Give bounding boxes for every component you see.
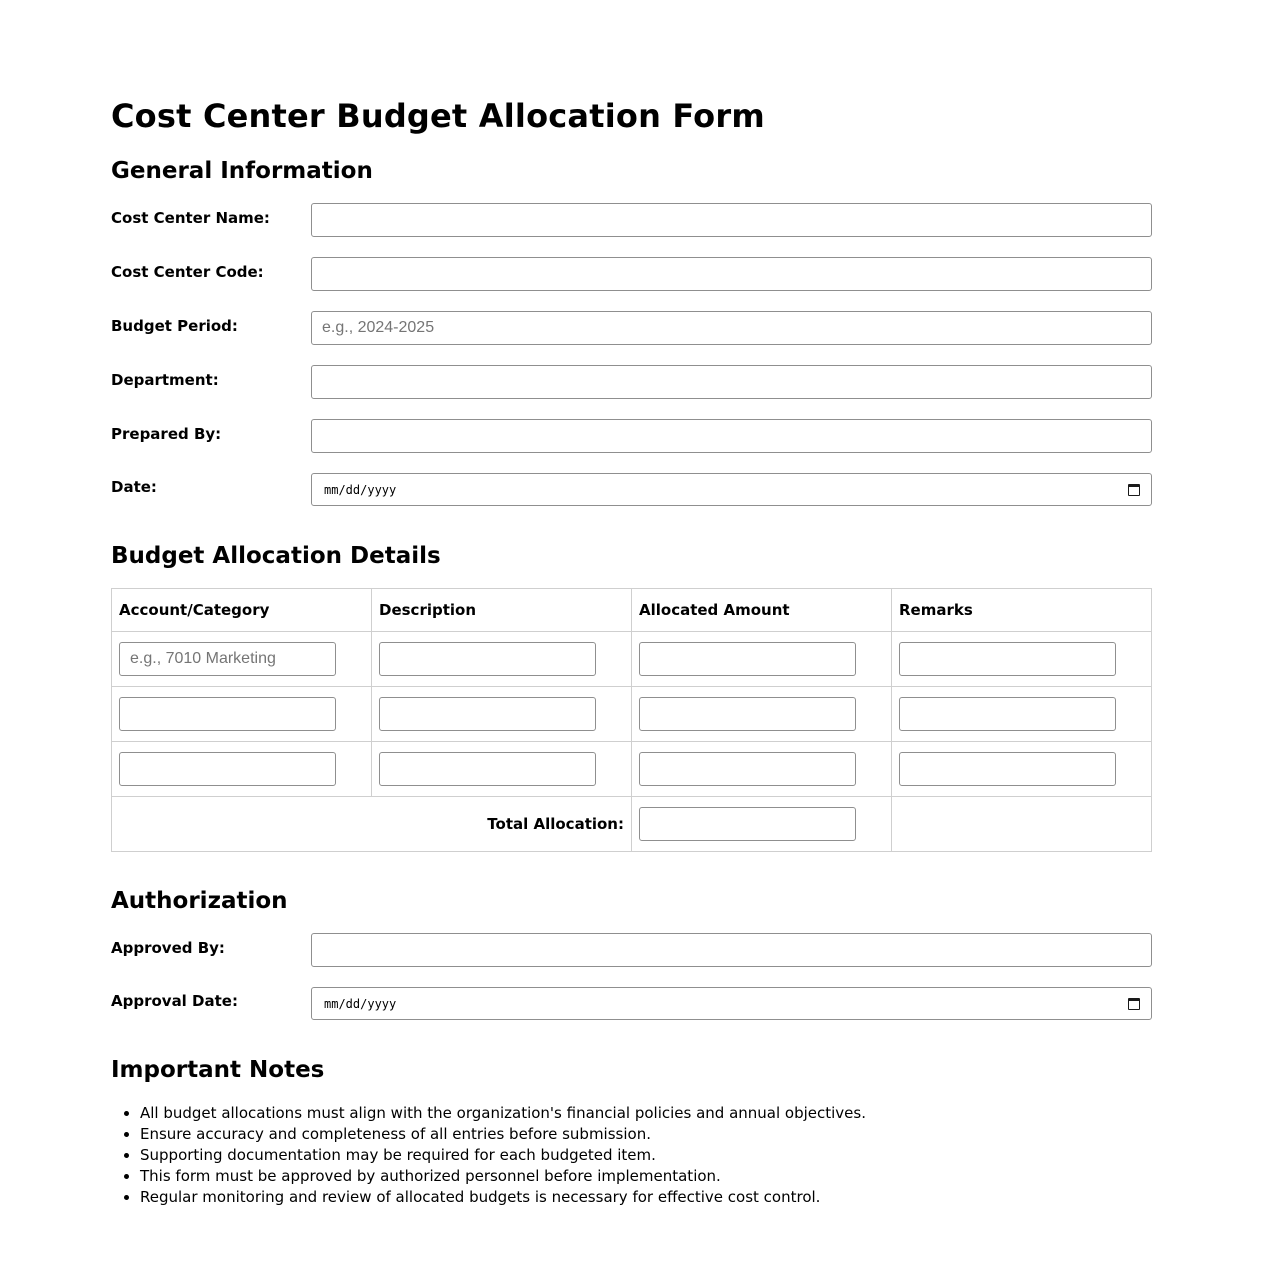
table-cell [892,632,1152,687]
table-cell [892,742,1152,797]
cost-center-name-label: Cost Center Name: [111,209,270,227]
table-header-row [112,589,1152,632]
approval-date-input[interactable] [311,987,1152,1020]
column-header-account: Account/Category [112,589,372,632]
approved-by-label: Approved By: [111,939,225,957]
remarks-input[interactable] [899,697,1116,731]
table-cell [892,797,1152,852]
calendar-icon[interactable] [1128,484,1140,496]
notes-heading: Important Notes [111,1057,325,1083]
budget-period-label: Budget Period: [111,317,238,335]
account-category-input[interactable] [119,642,336,676]
allocated-amount-input[interactable] [639,642,856,676]
column-header-description: Description [372,589,632,632]
total-allocation-input[interactable] [639,807,856,841]
table-cell [112,687,372,742]
allocation-heading: Budget Allocation Details [111,543,441,569]
notes-list [111,1103,866,1208]
cost-center-code-label: Cost Center Code: [111,263,264,281]
table-cell [632,797,892,852]
list-item: • Regular monitoring and review of allocated budgets is necessary for effective cost control. [140,1187,866,1208]
allocation-table [111,588,1152,852]
calendar-icon[interactable] [1128,998,1140,1010]
total-allocation-label: Total Allocation: [112,797,632,852]
column-header-remarks: Remarks [892,589,1152,632]
table-row [112,687,1152,742]
allocated-amount-input[interactable] [639,752,856,786]
table-cell [372,687,632,742]
cost-center-name-input[interactable] [311,203,1152,237]
table-row [112,742,1152,797]
list-item: • Supporting documentation may be required for each budgeted item. [140,1145,866,1166]
general-info-heading: General Information [111,158,373,184]
list-item: • All budget allocations must align with the organization's financial policies and annual objectives. [140,1103,866,1124]
list-item: • Ensure accuracy and completeness of all entries before submission. [140,1124,866,1145]
total-row [112,797,1152,852]
approved-by-input[interactable] [311,933,1152,967]
page-title: Cost Center Budget Allocation Form [111,97,765,135]
remarks-input[interactable] [899,642,1116,676]
table-cell [632,742,892,797]
allocated-amount-input[interactable] [639,697,856,731]
table-cell [372,742,632,797]
table-cell [892,687,1152,742]
prepared-by-input[interactable] [311,419,1152,453]
remarks-input[interactable] [899,752,1116,786]
prepared-by-label: Prepared By: [111,425,222,443]
approval-date-placeholder: mm/dd/yyyy [324,996,397,1011]
list-item: • This form must be approved by authorized personnel before implementation. [140,1166,866,1187]
description-input[interactable] [379,752,596,786]
date-input[interactable] [311,473,1152,506]
description-input[interactable] [379,642,596,676]
account-category-input[interactable] [119,697,336,731]
account-category-input[interactable] [119,752,336,786]
column-header-allocated-amount: Allocated Amount [632,589,892,632]
budget-period-input[interactable] [311,311,1152,345]
table-cell [632,687,892,742]
authorization-heading: Authorization [111,888,288,914]
table-cell [112,742,372,797]
table-cell [632,632,892,687]
date-placeholder: mm/dd/yyyy [324,482,397,497]
date-label: Date: [111,478,157,496]
department-input[interactable] [311,365,1152,399]
table-row [112,632,1152,687]
department-label: Department: [111,371,219,389]
description-input[interactable] [379,697,596,731]
cost-center-code-input[interactable] [311,257,1152,291]
table-cell [372,632,632,687]
table-cell [112,632,372,687]
approval-date-label: Approval Date: [111,992,238,1010]
